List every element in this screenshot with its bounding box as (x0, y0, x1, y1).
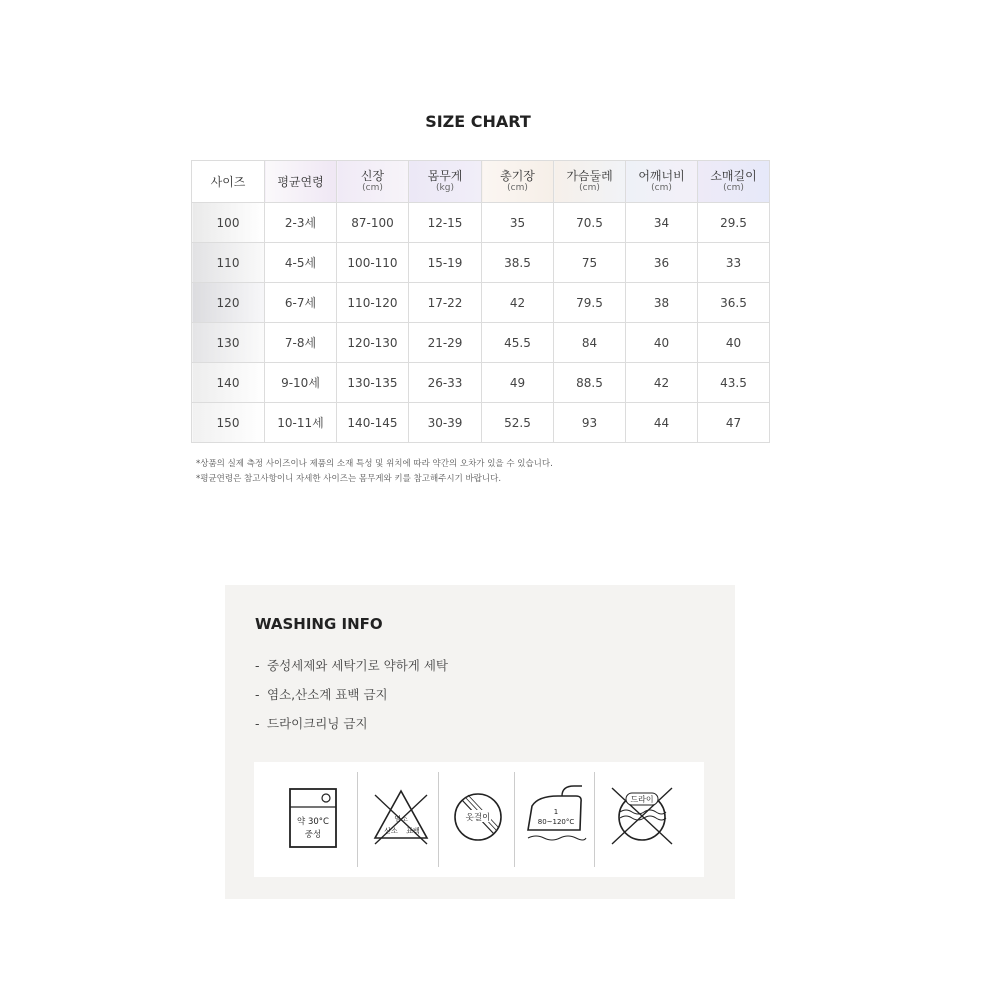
header-unit: (cm) (507, 183, 528, 193)
table-cell: 70.5 (554, 203, 626, 243)
no-dry-clean-label: 드라이 (630, 795, 654, 804)
table-cell: 15-19 (409, 243, 482, 283)
dash: - (255, 658, 260, 673)
table-cell: 42 (482, 283, 554, 323)
table-cell: 10-11세 (265, 403, 337, 443)
table-cell: 30-39 (409, 403, 482, 443)
table-row (192, 323, 770, 363)
table-cell: 79.5 (554, 283, 626, 323)
dash: - (255, 687, 260, 702)
header-size: 사이즈 (192, 161, 265, 203)
table-cell: 93 (554, 403, 626, 443)
size-chart-title: SIZE CHART (425, 112, 531, 131)
table-row (192, 203, 770, 243)
washing-instructions (255, 657, 448, 744)
machine-wash-detergent: 중성 (304, 830, 322, 840)
table-cell: 21-29 (409, 323, 482, 363)
table-cell: 38.5 (482, 243, 554, 283)
no-bleach-chlorine: 염소 (394, 815, 408, 823)
no-bleach-icon (363, 762, 439, 877)
table-cell: 7-8세 (265, 323, 337, 363)
header-unit: (cm) (723, 183, 744, 193)
table-cell: 9-10세 (265, 363, 337, 403)
header-height: 신장 (cm) (337, 161, 409, 203)
table-cell: 140-145 (337, 403, 409, 443)
note-line: *평균연령은 참고사항이니 자세한 사이즈는 몸무게와 키를 참고해주시기 바랍니다. (196, 474, 502, 484)
iron-temp: 80~120°C (537, 818, 575, 826)
size-chart-table (191, 160, 770, 443)
table-cell: 43.5 (698, 363, 770, 403)
iron-icon (518, 762, 594, 877)
table-cell: 26-33 (409, 363, 482, 403)
washing-info-panel (225, 585, 735, 899)
table-cell: 40 (698, 323, 770, 363)
table-cell: 29.5 (698, 203, 770, 243)
header-unit: (cm) (579, 183, 600, 193)
list-item: - 염소,산소계 표백 금지 (255, 687, 388, 702)
header-total-length: 총기장 (cm) (482, 161, 554, 203)
header-unit: (cm) (651, 183, 672, 193)
table-row (192, 403, 770, 443)
table-cell: 36.5 (698, 283, 770, 323)
table-cell: 130-135 (337, 363, 409, 403)
dash: - (255, 716, 260, 731)
table-cell: 38 (626, 283, 698, 323)
table-cell: 110-120 (337, 283, 409, 323)
table-cell: 87-100 (337, 203, 409, 243)
table-row (192, 363, 770, 403)
table-cell: 42 (626, 363, 698, 403)
machine-wash-temp: 약 30°C (297, 817, 329, 827)
header-unit: (kg) (436, 183, 454, 193)
table-cell: 2-3세 (265, 203, 337, 243)
size-cell: 100 (192, 203, 265, 243)
header-weight: 몸무게 (kg) (409, 161, 482, 203)
table-cell: 35 (482, 203, 554, 243)
divider (514, 772, 515, 867)
size-cell: 140 (192, 363, 265, 403)
care-symbols (254, 762, 704, 877)
table-cell: 120-130 (337, 323, 409, 363)
table-cell: 6-7세 (265, 283, 337, 323)
table-cell: 44 (626, 403, 698, 443)
size-notes (196, 457, 553, 487)
size-cell: 130 (192, 323, 265, 363)
table-cell: 75 (554, 243, 626, 283)
no-bleach-label: 표백 (406, 827, 420, 835)
washing-info-title: WASHING INFO (255, 615, 383, 633)
size-cell: 150 (192, 403, 265, 443)
table-cell: 52.5 (482, 403, 554, 443)
header-chest: 가슴둘레 (cm) (554, 161, 626, 203)
table-cell: 12-15 (409, 203, 482, 243)
size-cell: 110 (192, 243, 265, 283)
divider (594, 772, 595, 867)
table-cell: 40 (626, 323, 698, 363)
table-cell: 100-110 (337, 243, 409, 283)
hang-dry-label: 옷걸이 (465, 813, 491, 823)
table-cell: 36 (626, 243, 698, 283)
no-bleach-oxygen: 산소 (384, 827, 398, 835)
table-cell: 47 (698, 403, 770, 443)
table-cell: 45.5 (482, 323, 554, 363)
no-dry-clean-icon (606, 762, 682, 877)
table-cell: 49 (482, 363, 554, 403)
table-cell: 34 (626, 203, 698, 243)
table-row (192, 243, 770, 283)
iron-level: 1 (553, 808, 559, 816)
header-age: 평균연령 (265, 161, 337, 203)
header-shoulder: 어깨너비 (cm) (626, 161, 698, 203)
table-cell: 4-5세 (265, 243, 337, 283)
table-cell: 17-22 (409, 283, 482, 323)
table-cell: 88.5 (554, 363, 626, 403)
table-cell: 33 (698, 243, 770, 283)
divider (438, 772, 439, 867)
table-row (192, 283, 770, 323)
list-item: - 드라이크리닝 금지 (255, 716, 368, 731)
header-unit: (cm) (362, 183, 383, 193)
table-cell: 84 (554, 323, 626, 363)
list-item: - 중성세제와 세탁기로 약하게 세탁 (255, 658, 448, 673)
size-cell: 120 (192, 283, 265, 323)
note-line: *상품의 실제 측정 사이즈이나 제품의 소재 특성 및 위치에 따라 약간의 오차가 있을 수 있습니다. (196, 459, 553, 469)
divider (357, 772, 358, 867)
hang-dry-icon (440, 762, 516, 877)
table-header-row (192, 161, 770, 203)
machine-wash-icon (276, 762, 352, 877)
header-sleeve: 소매길이 (cm) (698, 161, 770, 203)
